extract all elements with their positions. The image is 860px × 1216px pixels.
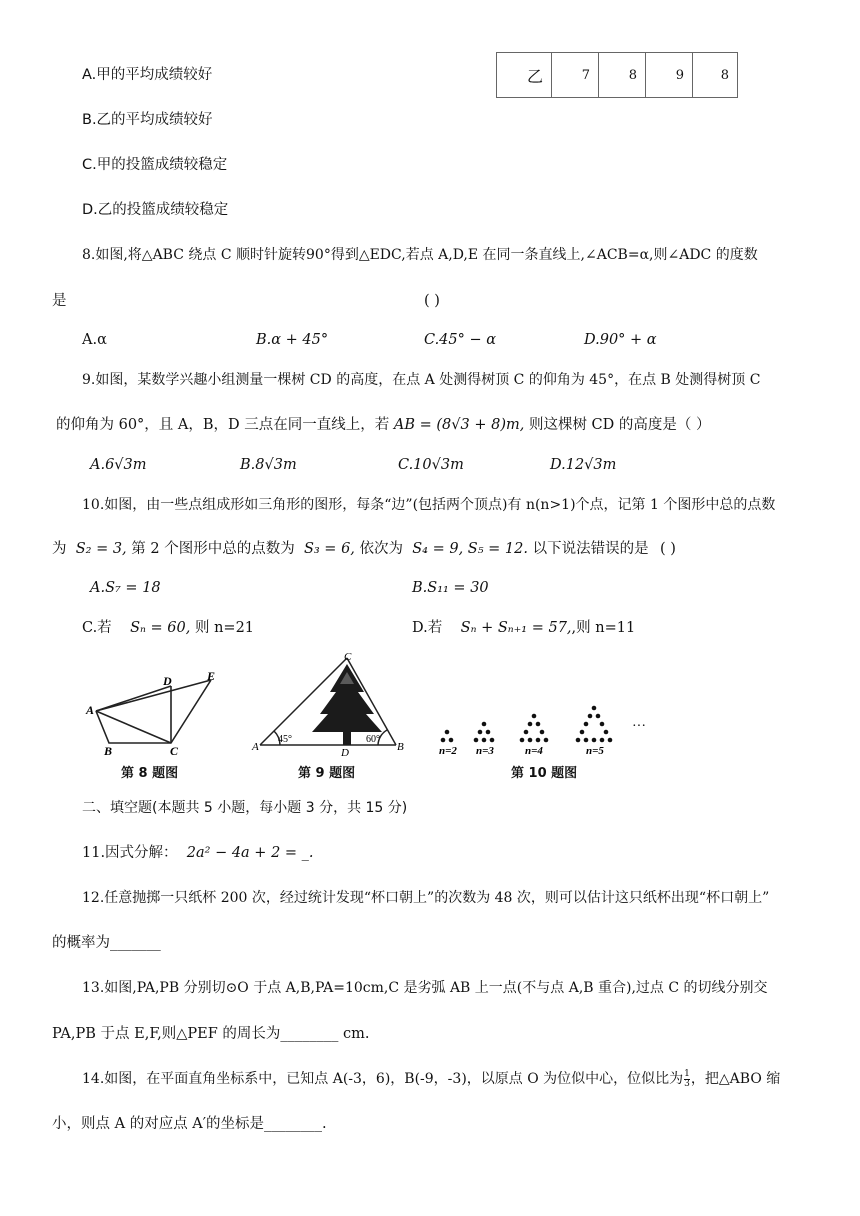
q9-text-c: 则这棵树 CD 的高度是（ ） bbox=[528, 417, 711, 433]
q13-stem-cont: PA,PB 于点 E,F,则△PEF 的周长为________ cm. bbox=[52, 1026, 370, 1042]
fig10-dot bbox=[600, 738, 605, 743]
fig9-label-b: B bbox=[397, 741, 404, 753]
q13-stem: 13.如图,PA,PB 分别切⊙O 于点 A,B,PA=10cm,C 是劣弧 AB 上一点(不与点 A,B 重合),过点 C 的切线分别交 bbox=[82, 980, 768, 996]
table-row bbox=[497, 53, 738, 98]
tree-trunk bbox=[343, 730, 351, 745]
fig8-label-a: A bbox=[86, 703, 95, 717]
q11 bbox=[82, 843, 314, 863]
q14-text-b: ，把△ABO 缩 bbox=[690, 1071, 781, 1087]
q9-option-a: A.6√3m bbox=[90, 457, 147, 473]
q10-option-c bbox=[82, 618, 254, 638]
fig10-dot bbox=[540, 730, 545, 735]
fig9-angle-45: 45° bbox=[278, 734, 292, 745]
section-2-title: 二、填空题(本题共 5 小题，每小题 3 分，共 15 分) bbox=[82, 800, 408, 816]
fig10-dot bbox=[576, 738, 581, 743]
q9-stem-cont bbox=[56, 415, 711, 435]
q10-option-c-text: C.若 bbox=[82, 620, 112, 636]
fig10-dot-triangles bbox=[441, 706, 613, 743]
q10-answer-blank: ( ) bbox=[660, 541, 676, 557]
q10-formula-s2: S₂ = 3, bbox=[75, 541, 127, 557]
fig10-dot bbox=[604, 730, 609, 735]
q14-text-a: 14.如图，在平面直角坐标系中，已知点 A(-3，6)，B(-9，-3)，以原点 O 为位似中心，位似比为 bbox=[82, 1071, 684, 1087]
fig10-dot bbox=[449, 738, 454, 743]
q10-option-d-result: ,则 n=11 bbox=[571, 620, 636, 636]
q10-option-d bbox=[412, 618, 635, 638]
fig9-label-c: C bbox=[344, 652, 352, 663]
q7-option-b: B.乙的平均成绩较好 bbox=[82, 112, 213, 128]
q8-option-b: B.α + 45° bbox=[256, 332, 329, 348]
q10-formula-s3: S₃ = 6, bbox=[303, 541, 355, 557]
fig10-dot bbox=[474, 738, 479, 743]
q10-text-d: 以下说法错误的是 bbox=[532, 541, 649, 557]
q14-fraction bbox=[684, 1070, 690, 1089]
q10-text-b: 第 2 个图形中总的点数为 bbox=[131, 541, 295, 557]
q12-stem: 12.任意抛掷一只纸杯 200 次，经过统计发现“杯口朝上”的次数为 48 次，则可以估计这只纸杯出现“杯口朝上” bbox=[82, 890, 770, 906]
fig10-label-n3: n=3 bbox=[476, 745, 494, 757]
fig9-tree bbox=[312, 664, 382, 745]
q11-expression: 2a² − 4a + 2 = _. bbox=[186, 845, 314, 861]
fig10-dot bbox=[528, 738, 533, 743]
q10-option-d-formula: Sₙ + Sₙ₊₁ = 57, bbox=[460, 620, 572, 636]
fig10-dot bbox=[592, 706, 597, 711]
fig10-dot bbox=[600, 722, 605, 727]
q9-option-d: D.12√3m bbox=[550, 457, 617, 473]
fig10-dot bbox=[520, 738, 525, 743]
q7-option-d: D.乙的投篮成绩较稳定 bbox=[82, 202, 229, 218]
q9-text-a: 的仰角为 60°，且 A，B，D 三点在同一直线上，若 bbox=[56, 417, 390, 433]
figure-10 bbox=[434, 690, 664, 758]
q9-stem: 9.如图，某数学兴趣小组测量一棵树 CD 的高度，在点 A 处测得树顶 C 的仰角为 45°，在点 B 处测得树顶 C bbox=[82, 372, 761, 388]
fig10-dot bbox=[441, 738, 446, 743]
fig8-caption: 第 8 题图 bbox=[121, 766, 179, 781]
q14-stem bbox=[82, 1069, 780, 1089]
q10-option-b: B.S₁₁ = 30 bbox=[412, 580, 489, 596]
fig8-line-ad bbox=[96, 686, 171, 711]
q10-option-a: A.S₇ = 18 bbox=[90, 580, 161, 596]
q8-option-a: A.α bbox=[82, 332, 107, 348]
fig8-label-e: E bbox=[207, 669, 216, 683]
fig10-dot bbox=[596, 714, 601, 719]
fig8-label-d: D bbox=[163, 674, 172, 688]
q12-stem-cont: 的概率为_______ bbox=[52, 935, 161, 951]
fig10-dot bbox=[532, 714, 537, 719]
q10-text-a: 为 bbox=[52, 541, 67, 557]
fig10-dot bbox=[445, 730, 450, 735]
fig10-dot bbox=[608, 738, 613, 743]
q9-option-b: B.8√3m bbox=[240, 457, 297, 473]
fig10-label-n2: n=2 bbox=[439, 745, 457, 757]
fig10-dot bbox=[592, 738, 597, 743]
q14-fraction-numerator: 1 bbox=[684, 1068, 690, 1079]
fig9-label-a: A bbox=[252, 741, 259, 753]
fig10-dot bbox=[478, 730, 483, 735]
q10-formula-s4s5: S₄ = 9, S₅ = 12. bbox=[412, 541, 528, 557]
table-cell: 乙 bbox=[497, 53, 552, 98]
fig9-angle-60: 60° bbox=[366, 734, 380, 745]
table-cell: 7 bbox=[552, 53, 599, 98]
fig10-dot bbox=[528, 722, 533, 727]
q10-stem-cont bbox=[52, 539, 649, 559]
q8-stem-cont: 是 bbox=[52, 293, 67, 309]
fig10-caption: 第 10 题图 bbox=[511, 766, 578, 781]
fig10-dot bbox=[584, 738, 589, 743]
q10-option-c-result: 则 n=21 bbox=[194, 620, 255, 636]
table-cell: 8 bbox=[693, 53, 738, 98]
figure-8 bbox=[84, 668, 224, 758]
q9-option-c: C.10√3m bbox=[398, 457, 464, 473]
table-cell: 8 bbox=[599, 53, 646, 98]
fig10-dot bbox=[536, 738, 541, 743]
fig10-dot bbox=[524, 730, 529, 735]
q8-option-c: C.45° − α bbox=[424, 332, 497, 348]
q8-stem: 8.如图,将△ABC 绕点 C 顺时针旋转90°得到△EDC,若点 A,D,E 在同一条直线上,∠ACB=α,则∠ADC 的度数 bbox=[82, 247, 758, 263]
fig10-dot bbox=[490, 738, 495, 743]
fig10-dot bbox=[544, 738, 549, 743]
fig9-caption: 第 9 题图 bbox=[298, 766, 356, 781]
fig10-ellipsis: ··· bbox=[632, 719, 646, 734]
score-table bbox=[496, 52, 738, 98]
q10-option-d-text: D.若 bbox=[412, 620, 443, 636]
q8-answer-blank: ( ) bbox=[424, 293, 440, 309]
fig10-dot bbox=[536, 722, 541, 727]
q14-fraction-denominator: 3 bbox=[684, 1078, 690, 1089]
figure-9 bbox=[250, 652, 410, 758]
fig9-label-d: D bbox=[341, 747, 349, 758]
fig10-label-n5: n=5 bbox=[586, 745, 604, 757]
fig8-label-c: C bbox=[170, 744, 179, 758]
q10-option-c-formula: Sₙ = 60, bbox=[130, 620, 191, 636]
q7-option-c: C.甲的投篮成绩较稳定 bbox=[82, 157, 228, 173]
fig8-outline bbox=[96, 680, 211, 743]
fig10-dot bbox=[486, 730, 491, 735]
q11-stem: 11.因式分解： bbox=[82, 845, 178, 861]
fig10-dot bbox=[580, 730, 585, 735]
fig10-dot bbox=[482, 722, 487, 727]
q10-text-c: 依次为 bbox=[359, 541, 404, 557]
fig8-label-b: B bbox=[104, 744, 113, 758]
q14-stem-cont: 小，则点 A 的对应点 A′的坐标是________. bbox=[52, 1116, 327, 1132]
fig10-dot bbox=[584, 722, 589, 727]
q10-stem: 10.如图，由一些点组成形如三角形的图形，每条“边”(包括两个顶点)有 n(n>1)个点，记第 1 个图形中总的点数 bbox=[82, 497, 776, 513]
q9-formula: AB = (8√3 + 8)m, bbox=[393, 417, 525, 433]
fig10-label-n4: n=4 bbox=[525, 745, 543, 757]
table-cell: 9 bbox=[646, 53, 693, 98]
fig10-dot bbox=[482, 738, 487, 743]
q7-option-a: A.甲的平均成绩较好 bbox=[82, 67, 213, 83]
fig10-dot bbox=[588, 714, 593, 719]
q8-option-d: D.90° + α bbox=[584, 332, 657, 348]
